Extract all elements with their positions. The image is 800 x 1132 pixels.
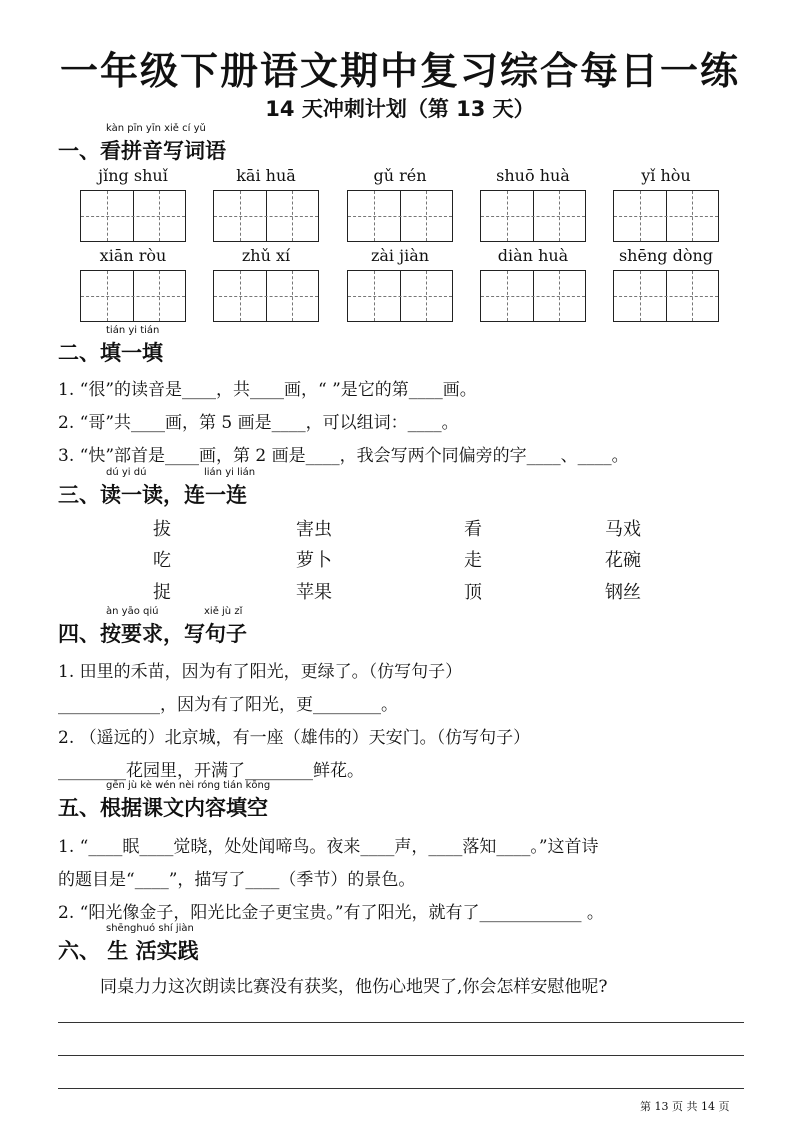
match-word: 钢丝 [605,582,641,603]
fill-line-3: 3. “快”部首是____画，第 2 画是____，我会写两个同偏旁的字____、____。 [58,446,629,466]
section-4-pinyin-2: xiě jù zǐ [204,606,243,617]
answer-line[interactable] [58,1022,744,1023]
section-3-pinyin-1: dú yi dú [106,467,147,478]
section-4-pinyin-1: àn yāo qiú [106,606,159,617]
writing-grid[interactable] [347,190,453,242]
writing-grid[interactable] [480,190,586,242]
cell-pinyin-10: shēng dòng [618,246,714,265]
page-subtitle: 14 天冲刺计划（第 13 天） [265,97,535,121]
writing-grid[interactable] [80,270,186,322]
section-1-pinyin: kàn pīn yīn xiě cí yǔ [106,123,206,134]
match-word: 捉 [153,582,171,603]
writing-grid[interactable] [213,190,319,242]
match-word: 吃 [153,550,171,571]
section-5-heading: 五、根据课文内容填空 [58,796,268,820]
answer-line[interactable] [58,1055,744,1056]
sentence-line-2: ____________，因为有了阳光，更________。 [58,695,398,715]
fill-line-2: 2. “哥”共____画，第 5 画是____，可以组词：____。 [58,413,459,433]
section-5-pinyin: gēn jù kè wén nèi róng tián kōng [106,780,271,791]
writing-grid[interactable] [213,270,319,322]
page-title: 一年级下册语文期中复习综合每日一练 [59,49,740,93]
practice-question: 同桌力力这次朗读比赛没有获奖，他伤心地哭了,你会怎样安慰他呢? [100,977,608,997]
cell-pinyin-1: jǐng shuǐ [98,166,168,185]
answer-line[interactable] [58,1088,744,1089]
section-4-heading: 四、按要求，写句子 [58,622,247,646]
match-word: 苹果 [296,582,332,603]
cell-pinyin-2: kāi huā [236,166,296,185]
section-2-heading: 二、填一填 [58,341,163,365]
poem-line-3: 2. “阳光像金子，阳光比金子更宝贵。”有了阳光，就有了____________ 。 [58,903,604,923]
sentence-line-4: ________花园里，开满了________鲜花。 [58,761,364,781]
section-6-heading: 六、 生 活实践 [58,939,199,963]
cell-pinyin-9: diàn huà [497,246,569,265]
poem-line-1: 1. “____眠____觉晓，处处闻啼鸟。夜来____声，____落知____。”这首诗 [58,837,599,857]
sentence-line-1: 1. 田里的禾苗，因为有了阳光，更绿了。（仿写句子） [58,662,463,682]
section-2-pinyin: tián yi tián [106,325,160,336]
writing-grid[interactable] [480,270,586,322]
section-6-pinyin: shēnghuó shí jiàn [106,923,194,934]
page-footer: 第 13 页 共 14 页 [640,1100,730,1113]
match-word: 花碗 [605,550,641,571]
cell-pinyin-5: yǐ hòu [641,166,691,185]
match-word: 害虫 [296,519,332,540]
writing-grid[interactable] [347,270,453,322]
match-word: 走 [464,550,482,571]
cell-pinyin-6: xiān ròu [99,246,167,265]
cell-pinyin-4: shuō huà [496,166,570,185]
sentence-line-3: 2. （遥远的）北京城，有一座（雄伟的）天安门。（仿写句子） [58,728,531,748]
match-word: 萝卜 [296,550,332,571]
section-1-heading: 一、看拼音写词语 [58,139,226,163]
writing-grid[interactable] [80,190,186,242]
cell-pinyin-7: zhǔ xí [241,246,291,265]
match-word: 马戏 [605,519,641,540]
cell-pinyin-3: gǔ rén [373,166,427,185]
cell-pinyin-8: zài jiàn [370,246,430,265]
match-word: 顶 [464,582,482,603]
section-3-heading: 三、读一读，连一连 [58,483,247,507]
writing-grid[interactable] [613,190,719,242]
match-word: 拔 [153,519,171,540]
section-3-pinyin-2: lián yi lián [204,467,256,478]
match-word: 看 [464,519,482,540]
poem-line-2: 的题目是“____”，描写了____（季节）的景色。 [58,870,416,890]
writing-grid[interactable] [613,270,719,322]
fill-line-1: 1. “很”的读音是____，共____画，“ ”是它的第____画。 [58,380,477,400]
